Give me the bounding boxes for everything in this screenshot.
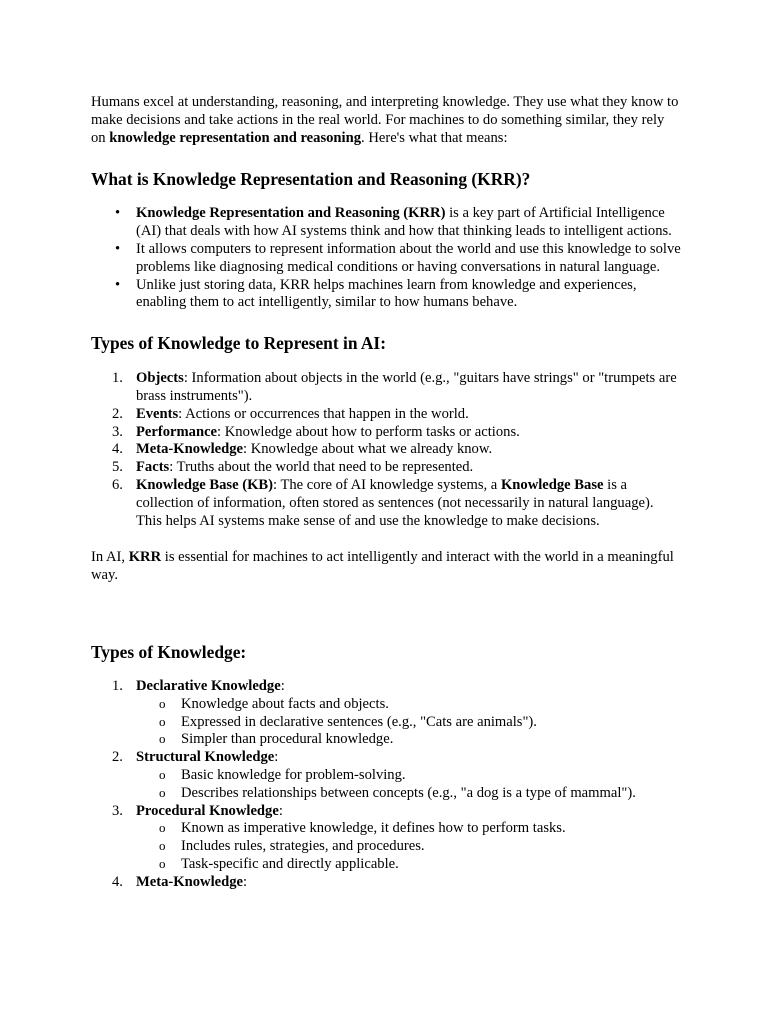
intro-text-end: . Here's what that means: [361, 129, 508, 146]
item-text: : The core of AI knowledge systems, a [273, 476, 501, 493]
sub-list-item: o Simpler than procedural knowledge. [181, 731, 681, 749]
list-item [112, 749, 681, 802]
item-number: 2. [112, 749, 123, 766]
item-number: 3. [112, 802, 123, 819]
item-number: 2. [112, 405, 123, 422]
list-item [112, 677, 681, 749]
list-item [112, 423, 681, 442]
item-bold: Events [136, 405, 179, 422]
types-to-represent-list [91, 370, 681, 530]
item-number: 5. [112, 459, 123, 476]
heading-types-of-knowledge: Types of Knowledge: [91, 641, 247, 662]
item-bold: Meta-Knowledge [136, 441, 243, 458]
list-item [112, 370, 681, 406]
sub-list-item: o Includes rules, strategies, and procedures. [181, 838, 681, 856]
sub-list-item: o Expressed in declarative sentences (e.g., "Cats are animals"). [181, 714, 681, 732]
list-item [136, 277, 681, 313]
item-number: 4. [112, 441, 123, 458]
closing-bold: KRR [128, 549, 162, 566]
sub-list-item: o Knowledge about facts and objects. [181, 696, 681, 714]
bullet-text: Unlike just storing data, KRR helps machines learn from knowledge and experiences, enabling them to act intelligently, similar to how humans behave. [136, 276, 637, 311]
heading-types-to-represent: Types of Knowledge to Represent in AI: [91, 333, 386, 354]
sub-list-item: o Task-specific and directly applicable. [181, 856, 681, 874]
intro-text: Humans excel at understanding, reasoning, and interpreting knowledge. They use what they know to make decisions and take actions in the real world. For machines to do something similar, they rely on [91, 94, 679, 146]
item-text: : Actions or occurrences that happen in the world. [178, 405, 469, 422]
bullet-text: is a key part of Artificial Intelligence (AI) that deals with how AI systems think and how that thinking leads to intelligent actions. [136, 205, 672, 240]
item-bold: Procedural Knowledge [136, 802, 279, 819]
item-bold: Structural Knowledge [136, 749, 275, 766]
intro-paragraph [91, 94, 681, 147]
bullet-bold: Knowledge Representation and Reasoning (KRR) [136, 205, 446, 222]
item-bold: Facts [136, 459, 170, 476]
document-page [91, 94, 681, 911]
item-bold: Objects [136, 370, 184, 387]
sub-list [136, 696, 681, 749]
item-number: 1. [112, 677, 123, 694]
sub-list [136, 820, 681, 873]
item-bold: Declarative Knowledge [136, 677, 281, 694]
item-bold-inline: Knowledge Base [500, 476, 604, 493]
item-number: 1. [112, 370, 123, 387]
item-number: 4. [112, 873, 123, 890]
closing-paragraph [91, 549, 681, 585]
closing-text: In AI, [91, 549, 129, 566]
item-text: : [278, 802, 283, 819]
list-item [112, 405, 681, 424]
sub-list-item: o Describes relationships between concepts (e.g., "a dog is a type of mammal"). [181, 785, 681, 803]
list-item [112, 476, 681, 530]
item-text: : Information about objects in the world (e.g., "guitars have strings" or "trumpets are brass instruments"). [136, 370, 677, 404]
krr-bullet-list [91, 205, 681, 312]
item-bold: Knowledge Base (KB) [136, 476, 274, 493]
list-item [112, 802, 681, 874]
sub-list-item: o Basic knowledge for problem-solving. [181, 767, 681, 785]
closing-text-end: is essential for machines to act intelligently and interact with the world in a meaningful way. [91, 549, 674, 584]
item-text: : Knowledge about what we already know. [243, 441, 493, 458]
item-text-end: is a collection of information, often stored as sentences (not necessarily in natural language). This helps AI systems make sense of and use the knowledge to make decisions. [136, 476, 654, 529]
sub-list-item: o Known as imperative knowledge, it defines how to perform tasks. [181, 820, 681, 838]
types-of-knowledge-list [91, 678, 681, 892]
list-item [112, 441, 681, 459]
item-number: 3. [112, 423, 123, 440]
item-text: : [274, 749, 279, 766]
item-text: : Knowledge about how to perform tasks or actions. [217, 423, 520, 440]
list-item [112, 459, 681, 477]
item-bold: Meta-Knowledge [136, 873, 243, 890]
list-item [136, 241, 681, 277]
bullet-text: It allows computers to represent information about the world and use this knowledge to solve problems like diagnosing medical conditions or having conversations in natural language. [136, 240, 681, 275]
item-text: : [243, 873, 248, 890]
intro-bold: knowledge representation and reasoning [109, 129, 362, 146]
item-number: 6. [112, 476, 123, 493]
sub-list [136, 767, 681, 803]
item-bold: Performance [136, 423, 218, 440]
item-text: : [280, 677, 285, 694]
list-item [112, 873, 681, 892]
heading-what-is-krr: What is Knowledge Representation and Reasoning (KRR)? [91, 169, 531, 190]
item-text: : Truths about the world that need to be represented. [169, 459, 474, 476]
list-item [136, 205, 681, 241]
